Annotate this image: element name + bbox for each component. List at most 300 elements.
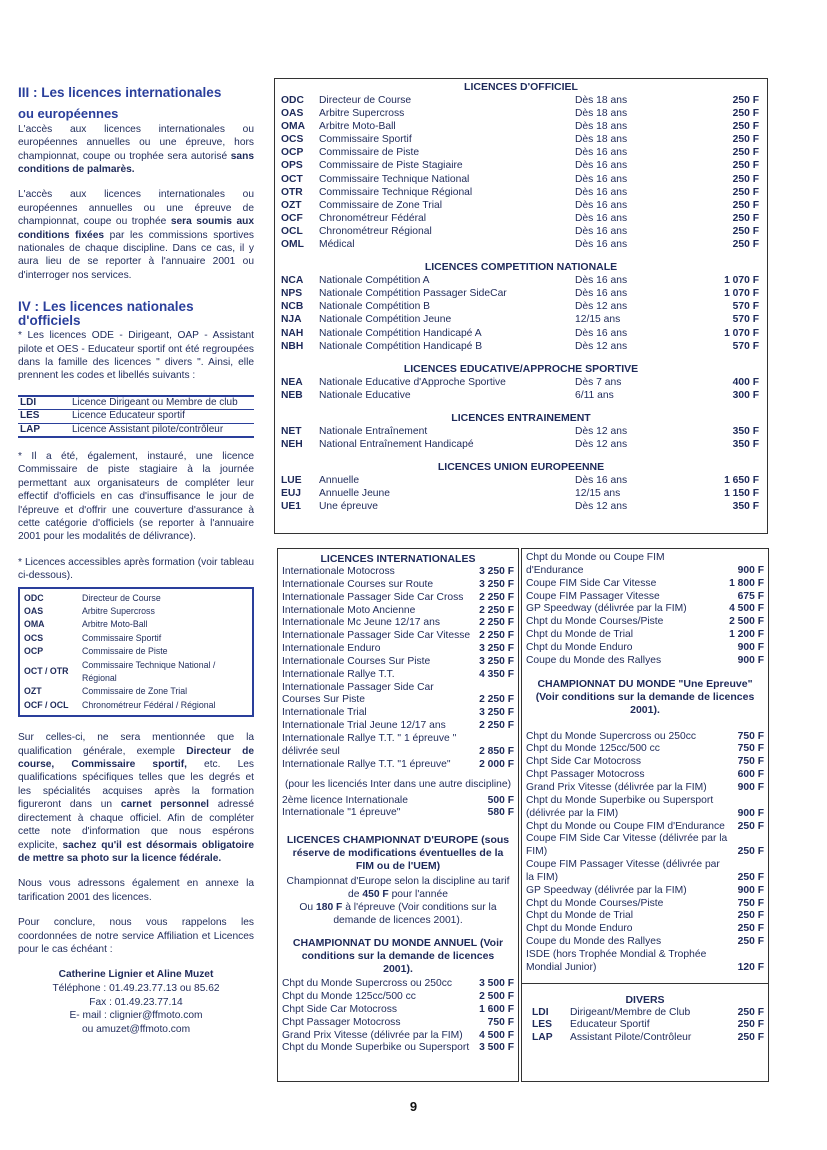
licence-label: Nationale Educative d'Approche Sportive xyxy=(319,376,506,388)
row-label: Internationale Rallye T.T. "1 épreuve" xyxy=(282,758,451,770)
section3-subtitle: ou européennes xyxy=(18,106,119,122)
licence-code: UE1 xyxy=(281,501,302,513)
table-row: ODC Directeur de Course xyxy=(24,592,161,603)
table-row xyxy=(522,1019,768,1032)
licence-price: 400 F xyxy=(732,376,759,388)
table-row xyxy=(275,212,767,225)
row-price: 250 F xyxy=(737,1006,764,1018)
row-price: 3 250 F xyxy=(479,578,514,590)
table-row xyxy=(522,616,768,629)
licence-price: 250 F xyxy=(732,225,759,237)
row-label: Chpt Side Car Motocross xyxy=(526,756,642,768)
epreuve-title: CHAMPIONNAT DU MONDE "Une Epreuve" (Voir conditions sur la demande de licences 2001). xyxy=(535,677,755,716)
table-row xyxy=(275,133,767,146)
table-row xyxy=(275,159,767,172)
licence-price: 1 070 F xyxy=(724,275,759,287)
table-row: LAP Licence Assistant pilote/contrôleur xyxy=(18,423,254,437)
licence-code: NEH xyxy=(281,438,303,450)
licence-label: Commissaire de Piste Stagiaire xyxy=(319,160,463,172)
row-price: 2 250 F xyxy=(479,591,514,603)
table-row xyxy=(275,225,767,238)
table-row xyxy=(275,274,767,287)
row-label: Coupe du Monde des Rallyes xyxy=(526,936,662,948)
row-label: Dirigeant/Membre de Club xyxy=(570,1006,691,1018)
row-price: 3 250 F xyxy=(479,655,514,667)
row-price: 750 F xyxy=(487,1016,514,1028)
row-label: Chpt du Monde Enduro xyxy=(526,641,633,653)
licence-code: EUJ xyxy=(281,488,302,500)
licence-price: 250 F xyxy=(732,186,759,198)
divers-code: LES xyxy=(532,1019,553,1031)
paragraph-4: * Il a été, également, instauré, une licence Commissaire de piste stagiaire à la journée permettant aux organisateurs de compléter leur effectif d'officiels en cas d'insuffisance le jour de l'épreuve et d'offrir une couverture d'assurance à cette catégorie d'officiels (se reporter à l'annuaire 2001 pour les modalités de délivrance). xyxy=(18,450,254,543)
table-row xyxy=(275,199,767,212)
table-row xyxy=(522,756,768,769)
row-label: Internationale Enduro xyxy=(282,643,381,655)
licence-label: Arbitre Supercross xyxy=(319,108,405,120)
licence-label: National Entraînement Handicapé xyxy=(319,438,474,450)
contact-phone: Téléphone : 01.49.23.77.13 ou 85.62 xyxy=(52,982,220,994)
row-label: Chpt du Monde ou Coupe FIM d'Endurance xyxy=(526,552,665,576)
row-price: 900 F xyxy=(737,641,764,653)
table-row: OCF / OCL Chronométreur Fédéral / Régional xyxy=(24,699,216,710)
row-price: 4 500 F xyxy=(729,603,764,615)
paragraph-5: * Licences accessibles après formation (voir tableau ci-dessous). xyxy=(18,556,254,582)
licence-code: NCB xyxy=(281,301,304,313)
table-row xyxy=(275,438,767,451)
licence-code: NPS xyxy=(281,288,303,300)
licence-table xyxy=(275,376,767,402)
licence-price: 250 F xyxy=(732,199,759,211)
divers-box xyxy=(522,983,768,1046)
licence-label: Annuelle xyxy=(319,475,360,487)
table-row xyxy=(522,782,768,795)
divers-codes-table xyxy=(18,395,254,438)
table-row xyxy=(522,1007,768,1020)
licence-price: 250 F xyxy=(732,108,759,120)
contact-email-2: ou amuzet@ffmoto.com xyxy=(81,1023,191,1035)
left-column xyxy=(18,86,254,1036)
row-label: Chpt du Monde de Trial xyxy=(526,629,634,641)
row-price: 500 F xyxy=(487,794,514,806)
divers-code: LAP xyxy=(532,1032,553,1044)
table-row xyxy=(522,655,768,668)
row-price: 250 F xyxy=(737,820,764,832)
row-label: Internationale Rallye T.T. xyxy=(282,668,395,680)
licence-age: Dès 12 ans xyxy=(575,438,628,450)
row-price: 3 250 F xyxy=(479,566,514,577)
licence-code: NEB xyxy=(281,389,303,401)
licence-price: 570 F xyxy=(732,301,759,313)
row-price: 900 F xyxy=(737,564,764,576)
table-row xyxy=(275,238,767,251)
row-label: Internationale Moto Ancienne xyxy=(282,604,416,616)
row-price: 2 250 F xyxy=(479,617,514,629)
row-label: Internationale Courses sur Route xyxy=(282,578,434,590)
licence-label: Nationale Compétition Handicapé B xyxy=(319,340,483,352)
table-row xyxy=(278,978,518,991)
row-price: 250 F xyxy=(737,910,764,922)
licence-price: 350 F xyxy=(732,501,759,513)
licence-label: Une épreuve xyxy=(319,501,378,513)
section-title: LICENCES UNION EUROPEENNE xyxy=(437,461,605,474)
row-label: Chpt du Monde de Trial xyxy=(526,910,634,922)
europe-title: LICENCES CHAMPIONNAT D'EUROPE (sous réserve de modifications éventuelles de la FIM ou de l'UEM) xyxy=(286,834,510,873)
licence-price: 1 150 F xyxy=(724,488,759,500)
licence-code: NEA xyxy=(281,376,303,388)
contact-fax: Fax : 01.49.23.77.14 xyxy=(89,996,183,1008)
row-price: 675 F xyxy=(737,590,764,602)
table-row xyxy=(275,340,767,353)
licence-age: Dès 18 ans xyxy=(575,121,628,133)
licence-price: 250 F xyxy=(732,121,759,133)
licence-age: Dès 16 ans xyxy=(575,212,628,224)
table-row xyxy=(278,579,518,592)
table-row xyxy=(522,949,768,975)
page-number: 9 xyxy=(409,1099,418,1114)
row-price: 4 350 F xyxy=(479,668,514,680)
table-row xyxy=(522,743,768,756)
internationales-title: LICENCES INTERNATIONALES xyxy=(320,553,476,565)
licence-age: Dès 16 ans xyxy=(575,225,628,237)
row-label: Chpt du Monde Superbike ou Supersport (délivrée par la FIM) xyxy=(526,794,714,819)
row-price: 900 F xyxy=(737,654,764,666)
licence-age: Dès 16 ans xyxy=(575,275,628,287)
annuel-table xyxy=(278,978,518,1055)
section-title: LICENCES ENTRAINEMENT xyxy=(451,411,591,424)
divers-code: LDI xyxy=(532,1006,549,1018)
row-price: 750 F xyxy=(737,743,764,755)
licence-price: 1 650 F xyxy=(724,475,759,487)
licence-code: OCL xyxy=(281,225,303,237)
section-title: LICENCES EDUCATIVE/APPROCHE SPORTIVE xyxy=(403,362,639,375)
table-row xyxy=(275,487,767,500)
licence-price: 350 F xyxy=(732,438,759,450)
row-label: Coupe du Monde des Rallyes xyxy=(526,654,662,666)
licence-label: Commissaire de Zone Trial xyxy=(319,199,443,211)
table-row xyxy=(522,578,768,591)
contact-names: Catherine Lignier et Aline Muzet xyxy=(58,969,214,981)
licence-code: NAH xyxy=(281,327,304,339)
licence-age: Dès 16 ans xyxy=(575,186,628,198)
row-price xyxy=(475,733,518,746)
licence-code: NJA xyxy=(281,314,302,326)
row-label: Internationale Rallye T.T. " 1 épreuve " xyxy=(282,732,457,744)
table-row xyxy=(278,682,518,695)
licence-table xyxy=(275,425,767,451)
licence-code: OCF xyxy=(281,212,303,224)
row-price: 1 800 F xyxy=(729,577,764,589)
row-label: Grand Prix Vitesse (délivrée par la FIM) xyxy=(282,1029,463,1041)
table-row xyxy=(275,300,767,313)
licence-price: 250 F xyxy=(732,134,759,146)
table-row xyxy=(275,287,767,300)
licence-label: Nationale Entraînement xyxy=(319,425,428,437)
row-label: Chpt du Monde Courses/Piste xyxy=(526,897,664,909)
table-row: OZT Commissaire de Zone Trial xyxy=(24,686,188,697)
row-price xyxy=(475,682,518,695)
table-row xyxy=(278,643,518,656)
row-price: 250 F xyxy=(737,936,764,948)
table-row xyxy=(278,991,518,1004)
licence-label: Arbitre Moto-Ball xyxy=(319,121,396,133)
table-row xyxy=(522,731,768,744)
licence-age: Dès 16 ans xyxy=(575,475,628,487)
row-price: 3 250 F xyxy=(479,707,514,719)
table-row xyxy=(278,694,518,707)
table-row xyxy=(522,821,768,834)
row-price: 750 F xyxy=(737,756,764,768)
licence-age: Dès 12 ans xyxy=(575,340,628,352)
row-label: Internationale Mc Jeune 12/17 ans xyxy=(282,617,440,629)
licence-age: Dès 16 ans xyxy=(575,199,628,211)
table-row xyxy=(522,603,768,616)
row-price: 1 600 F xyxy=(479,1003,514,1015)
licence-label: Chronométreur Régional xyxy=(319,225,432,237)
table-row xyxy=(522,936,768,949)
licence-code: OMA xyxy=(281,121,306,133)
row-price: 750 F xyxy=(737,730,764,742)
licence-label: Commissaire Sportif xyxy=(319,134,412,146)
licence-code: OCT xyxy=(281,173,303,185)
row-label: GP Speedway (délivrée par la FIM) xyxy=(526,603,687,615)
table-row xyxy=(278,617,518,630)
table-row: OMA Arbitre Moto-Ball xyxy=(24,619,148,630)
table-row xyxy=(522,885,768,898)
licence-label: Commissaire Technique Régional xyxy=(319,186,473,198)
row-label: Chpt Side Car Motocross xyxy=(282,1003,398,1015)
table-row xyxy=(278,656,518,669)
licence-label: Nationale Compétition A xyxy=(319,275,430,287)
table-row xyxy=(275,107,767,120)
table-row xyxy=(278,605,518,618)
row-label: Educateur Sportif xyxy=(570,1019,650,1031)
licence-code: LUE xyxy=(281,475,302,487)
table-row xyxy=(522,833,768,859)
licence-code: NCA xyxy=(281,275,304,287)
licence-price: 250 F xyxy=(732,212,759,224)
contact-block xyxy=(18,968,254,1036)
row-label: Internationale Trial xyxy=(282,707,367,719)
row-price: 250 F xyxy=(737,871,764,883)
table-row xyxy=(278,759,518,772)
row-price: 2 250 F xyxy=(479,630,514,642)
row-label: Internationale Motocross xyxy=(282,566,395,577)
row-label: délivrée seul xyxy=(282,745,340,757)
table-row: LDI Licence Dirigeant ou Membre de club xyxy=(20,396,238,408)
row-price: 750 F xyxy=(737,897,764,909)
licence-label: Nationale Compétition Jeune xyxy=(319,314,452,326)
row-label: Coupe FIM Passager Vitesse (délivrée par la FIM) xyxy=(526,859,720,883)
licence-price: 1 070 F xyxy=(724,327,759,339)
row-label: Internationale "1 épreuve" xyxy=(282,807,401,819)
licence-price: 250 F xyxy=(732,173,759,185)
table-row: OCT / OTR Commissaire Technique National / Régional xyxy=(24,659,216,684)
licence-code: NET xyxy=(281,425,302,437)
table-row: OCP Commissaire de Piste xyxy=(24,646,168,657)
licence-age: 6/11 ans xyxy=(575,389,614,401)
table-row xyxy=(278,807,518,820)
licence-table xyxy=(275,94,767,251)
licence-price: 570 F xyxy=(732,340,759,352)
row-price: 3 500 F xyxy=(479,978,514,990)
licence-label: Directeur de Course xyxy=(319,95,412,106)
licence-price: 250 F xyxy=(732,239,759,251)
table-row xyxy=(275,313,767,326)
row-price: 250 F xyxy=(737,1032,764,1044)
licences-internationales-box xyxy=(277,548,519,1082)
licence-label: Nationale Compétition Passager SideCar xyxy=(319,288,507,300)
licence-code: OCS xyxy=(281,134,304,146)
row-price: 250 F xyxy=(737,923,764,935)
officiels-codes-box xyxy=(18,587,254,718)
licence-code: OPS xyxy=(281,160,303,172)
row-label: Chpt Passager Motocross xyxy=(282,1016,401,1028)
paragraph-1: L'accès aux licences internationales ou européennes annuelles ou une épreuve, hors championnat, coupe ou trophée sera autorisé sans conditions de palmarès. xyxy=(18,123,254,176)
licence-age: 12/15 ans xyxy=(575,314,621,326)
table-row: OCS Commissaire Sportif xyxy=(24,632,162,643)
licence-age: Dès 18 ans xyxy=(575,95,628,106)
paragraph-6: Sur celles-ci, ne sera mentionnée que la qualification générale, exemple Directeur de course, Commissaire sportif, etc. Les qualifications spécifiques telles que les degrés et les spécialités acquises après la formation figureront dans un carnet personnel adressé directement à chaque officiel. Afin de compléter cette note d'information que nous espérons explicite, sachez qu'il est désormais obligatoire de mettre sa photo sur la licence fédérale. xyxy=(18,732,255,864)
table-row xyxy=(275,500,767,513)
table-row xyxy=(278,630,518,643)
licence-age: Dès 16 ans xyxy=(575,147,628,159)
row-price: 120 F xyxy=(737,961,764,973)
licence-price: 250 F xyxy=(732,160,759,172)
row-label: Assistant Pilote/Contrôleur xyxy=(570,1032,692,1044)
championnat-monde-box xyxy=(521,548,769,1082)
licence-age: Dès 18 ans xyxy=(575,134,628,146)
licence-age: 12/15 ans xyxy=(575,488,621,500)
row-label: Coupe FIM Passager Vitesse xyxy=(526,590,660,602)
table-row xyxy=(522,795,768,821)
licence-code: OCP xyxy=(281,147,304,159)
row-label: Grand Prix Vitesse (délivrée par la FIM) xyxy=(526,781,707,793)
licence-price: 1 070 F xyxy=(724,288,759,300)
section3-title: III : Les licences internationales xyxy=(18,85,222,100)
row-label: Chpt du Monde Courses/Piste xyxy=(526,616,664,628)
row-label: Internationale Trial Jeune 12/17 ans xyxy=(282,720,446,732)
table-row: OAS Arbitre Supercross xyxy=(24,606,155,616)
licence-label: Nationale Educative xyxy=(319,389,411,401)
row-price: 900 F xyxy=(737,807,764,819)
row-label: Chpt Passager Motocross xyxy=(526,769,645,781)
row-label: Chpt du Monde ou Coupe FIM d'Endurance xyxy=(526,820,725,832)
table-row xyxy=(278,1004,518,1017)
row-price: 250 F xyxy=(737,846,764,858)
paragraph-2: L'accès aux licences internationales ou européennes annuelles ou une épreuve de championnat, coupe ou trophée sera soumis aux conditions fixées par les commissions sportives nationales de chaque discipline. Dans ce cas, il y aura lieu de se reporter à l'annuaire 2001 ou d'interroger nos services. xyxy=(18,189,254,281)
internationales-table-2 xyxy=(278,795,518,821)
table-row xyxy=(275,146,767,159)
table-row xyxy=(278,707,518,720)
licence-price: 350 F xyxy=(732,425,759,437)
paragraph-7: Nous vous adressons également en annexe la tarification 2001 des licences. xyxy=(18,878,254,903)
paragraph-8: Pour conclure, nous vous rappelons les coordonnées de notre service Affiliation et Licences pour le cas échéant : xyxy=(18,917,254,955)
monde-table xyxy=(522,552,768,668)
row-price: 4 500 F xyxy=(479,1029,514,1041)
table-row xyxy=(522,910,768,923)
table-row xyxy=(275,474,767,487)
row-price: 2 500 F xyxy=(729,616,764,628)
licence-table xyxy=(275,474,767,513)
paragraph-3: * Les licences ODE - Dirigeant, OAP - Assistant pilote et OES - Educateur sportif ont été regroupées dans la famille des licences " divers ". Ainsi, elle prennent les codes et libellés suivants : xyxy=(18,330,254,382)
row-price: 2 250 F xyxy=(479,604,514,616)
row-label: Coupe FIM Side Car Vitesse (délivrée par la FIM) xyxy=(526,833,728,858)
licence-age: Dès 12 ans xyxy=(575,425,628,437)
table-row xyxy=(278,733,518,746)
row-label: Internationale Passager Side Car Cross xyxy=(282,591,464,603)
licence-code: OML xyxy=(281,239,304,251)
table-row xyxy=(278,1030,518,1043)
table-row xyxy=(275,425,767,438)
row-label: Chpt du Monde 125cc/500 cc xyxy=(526,743,660,755)
licence-label: Annuelle Jeune xyxy=(319,488,390,500)
table-row xyxy=(275,120,767,133)
section4-title: IV : Les licences nationales d'officiels xyxy=(18,299,194,328)
licence-age: Dès 7 ans xyxy=(575,376,622,388)
internationales-table xyxy=(278,566,518,772)
licence-price: 250 F xyxy=(732,147,759,159)
row-label: ISDE (hors Trophée Mondial & Trophée Mondial Junior) xyxy=(526,948,707,973)
licence-age: Dès 12 ans xyxy=(575,501,628,513)
licence-code: OZT xyxy=(281,199,302,211)
table-row xyxy=(275,389,767,402)
table-row xyxy=(522,769,768,782)
row-label: Coupe FIM Side Car Vitesse xyxy=(526,577,657,589)
table-row xyxy=(275,94,767,107)
table-row xyxy=(278,566,518,579)
row-price: 580 F xyxy=(487,807,514,819)
licence-table xyxy=(275,274,767,353)
licence-price: 300 F xyxy=(732,389,759,401)
row-price: 2 850 F xyxy=(479,745,514,757)
section-title: LICENCES D'OFFICIEL xyxy=(464,81,578,93)
licence-age: Dès 18 ans xyxy=(575,108,628,120)
licence-code: OAS xyxy=(281,108,304,120)
contact-email: E- mail : clignier@ffmoto.com xyxy=(69,1010,203,1022)
annuel-title: CHAMPIONNAT DU MONDE ANNUEL (Voir conditions sur la demande de licences 2001). xyxy=(292,937,504,976)
licence-label: Nationale Compétition Handicapé A xyxy=(319,327,482,339)
table-row xyxy=(275,376,767,389)
licence-age: Dès 16 ans xyxy=(575,160,628,172)
licence-age: Dès 16 ans xyxy=(575,239,628,251)
table-row: LES Licence Educateur sportif xyxy=(18,410,254,423)
row-price: 2 000 F xyxy=(479,758,514,770)
row-price: 2 500 F xyxy=(479,991,514,1003)
row-price: 3 500 F xyxy=(479,1042,514,1054)
licence-label: Chronométreur Fédéral xyxy=(319,212,427,224)
divers-table xyxy=(522,1007,768,1046)
licence-price: 570 F xyxy=(732,314,759,326)
epreuve-table xyxy=(522,731,768,975)
table-row xyxy=(278,669,518,682)
row-label: 2ème licence Internationale xyxy=(282,794,408,806)
row-label: Courses Sur Piste xyxy=(282,694,365,706)
licence-code: OTR xyxy=(281,186,303,198)
licence-label: Commissaire de Piste xyxy=(319,147,420,159)
row-price: 1 200 F xyxy=(729,629,764,641)
row-label: Internationale Passager Side Car Vitesse xyxy=(282,630,471,642)
table-row xyxy=(522,1032,768,1045)
licence-age: Dès 16 ans xyxy=(575,173,628,185)
licence-price: 250 F xyxy=(732,95,759,106)
table-row xyxy=(278,592,518,605)
licence-age: Dès 16 ans xyxy=(575,288,628,300)
row-price: 2 250 F xyxy=(479,694,514,706)
table-row xyxy=(275,173,767,186)
licence-age: Dès 16 ans xyxy=(575,327,628,339)
licences-nationales-box xyxy=(274,78,768,534)
row-price: 250 F xyxy=(737,1019,764,1031)
